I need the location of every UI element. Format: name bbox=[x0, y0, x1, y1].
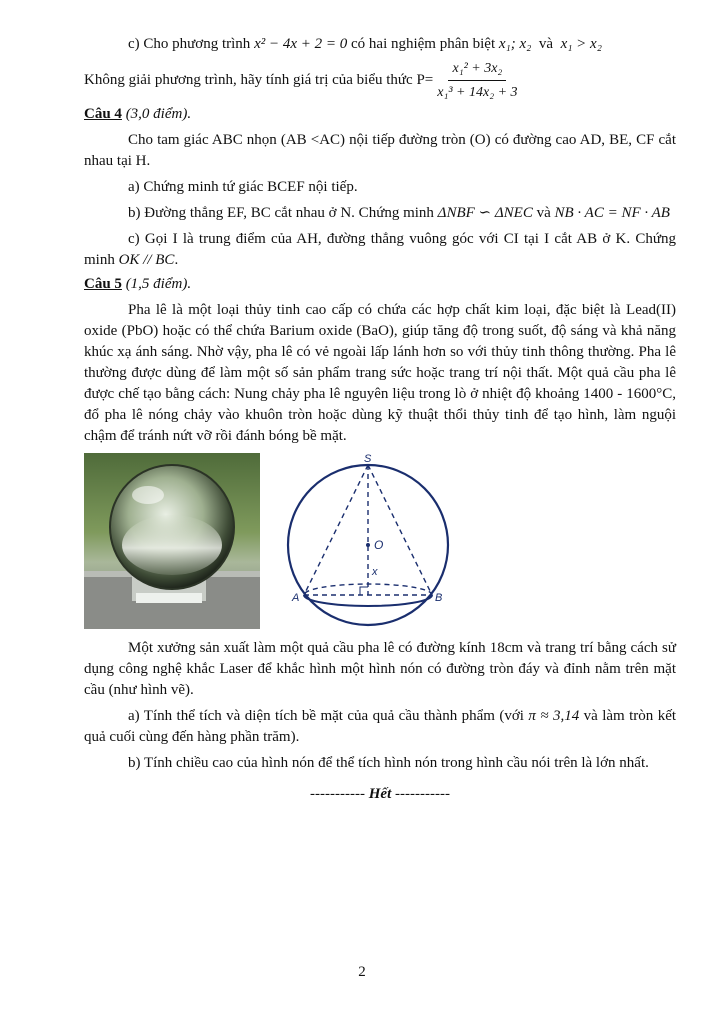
page-number: 2 bbox=[358, 964, 366, 980]
center-point bbox=[366, 543, 370, 547]
cone-slant-right bbox=[368, 465, 432, 595]
q4-c-end: . bbox=[174, 252, 179, 268]
q3c-text-b: có hai nghiệm phân biệt bbox=[351, 36, 496, 52]
q3c-condition: x₁ > x₂ bbox=[560, 36, 602, 52]
q3c-fraction-numerator: x₁² + 3x₂ bbox=[448, 58, 506, 81]
label-s: S bbox=[364, 453, 372, 465]
sphere-cone-diagram bbox=[280, 453, 456, 629]
label-x: x bbox=[372, 566, 378, 578]
q5-title: Câu 5 bbox=[84, 276, 122, 292]
right-angle-mark bbox=[360, 587, 368, 595]
q5-paragraph-1: Pha lê là một loại thủy tinh cao cấp có chứa các hợp chất kim loại, đặc biệt là Lead(II) oxide (PbO) hoặc có thể chứa Barium oxide (BaO), giúp tăng độ trong suốt, độ sáng và khả năng khúc xạ ánh sáng. Nhờ vậy, pha lê có vẻ ngoài lấp lánh hơn so với thủy tinh thông thường. Pha lê thường được dùng để làm một số sản phẩm trang sức hoặc trang trí nội thất. Một quả cầu pha lê được chế tạo bằng cách: Nung chảy pha lê nguyên liệu trong lò ở nhiệt độ khoảng 1400 - 1600°C, đổ pha lê nóng chảy vào khuôn tròn hoặc dùng kỹ thuật thổi thủy tinh để tạo hình, làm nguội chậm để tránh nứt vỡ rồi đánh bóng bề mặt. bbox=[84, 302, 676, 444]
q3c-line1 bbox=[84, 34, 676, 55]
q3c-fraction-denominator: x₁³ + 14x₂ + 3 bbox=[437, 85, 518, 100]
q4-title: Câu 4 bbox=[84, 106, 122, 122]
cone-base-front bbox=[304, 595, 432, 606]
q4-b-similarity: ΔNBF ∽ ΔNEC bbox=[437, 205, 533, 221]
question-3c bbox=[84, 34, 676, 102]
label-a: A bbox=[292, 592, 300, 604]
figures-row bbox=[84, 453, 676, 633]
q4-part-b bbox=[84, 203, 676, 224]
q3c-line2 bbox=[84, 58, 676, 103]
cone-slant-left bbox=[304, 465, 368, 595]
q4-intro: Cho tam giác ABC nhọn (AB <AC) nội tiếp đường tròn (O) có đường cao AD, BE, CF cắt nhau tại H. bbox=[84, 132, 676, 169]
q4-b-equation: NB · AC = NF · AB bbox=[554, 205, 670, 221]
label-b: B bbox=[435, 592, 443, 604]
end-dashes-left: ----------- bbox=[310, 786, 365, 802]
end-word: Hết bbox=[368, 786, 392, 802]
q5-part-a bbox=[84, 706, 676, 748]
q5-part-b: b) Tính chiều cao của hình nón để thể tích hình nón trong hình cầu nói trên là lớn nhất. bbox=[128, 755, 649, 771]
q5-points: (1,5 điểm). bbox=[125, 276, 192, 292]
q3c-text-a: c) Cho phương trình bbox=[128, 36, 251, 52]
q3c-equation: x² − 4x + 2 = 0 bbox=[254, 36, 348, 52]
q4-c-math: OK // BC bbox=[118, 252, 175, 268]
q3c-roots: x₁; x₂ bbox=[498, 36, 532, 52]
q4-heading bbox=[84, 104, 676, 125]
q3c-text-p: Không giải phương trình, hãy tính giá trị của biểu thức P= bbox=[84, 71, 434, 88]
q3c-and: và bbox=[538, 36, 554, 52]
end-marker bbox=[84, 784, 676, 805]
q5-a-end: và làm tròn kết quả cuối cùng đến hàng phần trăm). bbox=[84, 708, 677, 745]
q4-c-text: c) Gọi I là trung điểm của AH, đường thẳng vuông góc với CI tại I cắt AB ở K. Chứng minh bbox=[84, 231, 676, 268]
q4-part-a: a) Chứng minh tứ giác BCEF nội tiếp. bbox=[128, 179, 358, 195]
q4-part-c bbox=[84, 229, 676, 271]
q5-a-text: a) Tính thể tích và diện tích bề mặt của quả cầu thành phẩm (với bbox=[128, 708, 524, 724]
exam-page bbox=[84, 34, 676, 805]
q5-a-pi: π ≈ 3,14 bbox=[528, 708, 580, 724]
q4-b-text: b) Đường thẳng EF, BC cắt nhau ở N. Chứng minh bbox=[128, 205, 434, 221]
q5-paragraph-2: Một xưởng sản xuất làm một quả cầu pha lê có đường kính 18cm và trang trí bằng cách sử dụng công nghệ khắc Laser để khắc hình một hình nón có đường tròn đáy và đỉnh nằm trên mặt cầu (như hình vẽ). bbox=[84, 640, 676, 698]
q4-b-and: và bbox=[536, 205, 551, 221]
q4-points: (3,0 điểm). bbox=[125, 106, 192, 122]
end-dashes-right: ----------- bbox=[395, 786, 450, 802]
q5-heading bbox=[84, 274, 676, 295]
label-o: O bbox=[374, 538, 384, 552]
crystal-ball-photo bbox=[84, 453, 260, 629]
q3c-fraction bbox=[433, 58, 521, 103]
